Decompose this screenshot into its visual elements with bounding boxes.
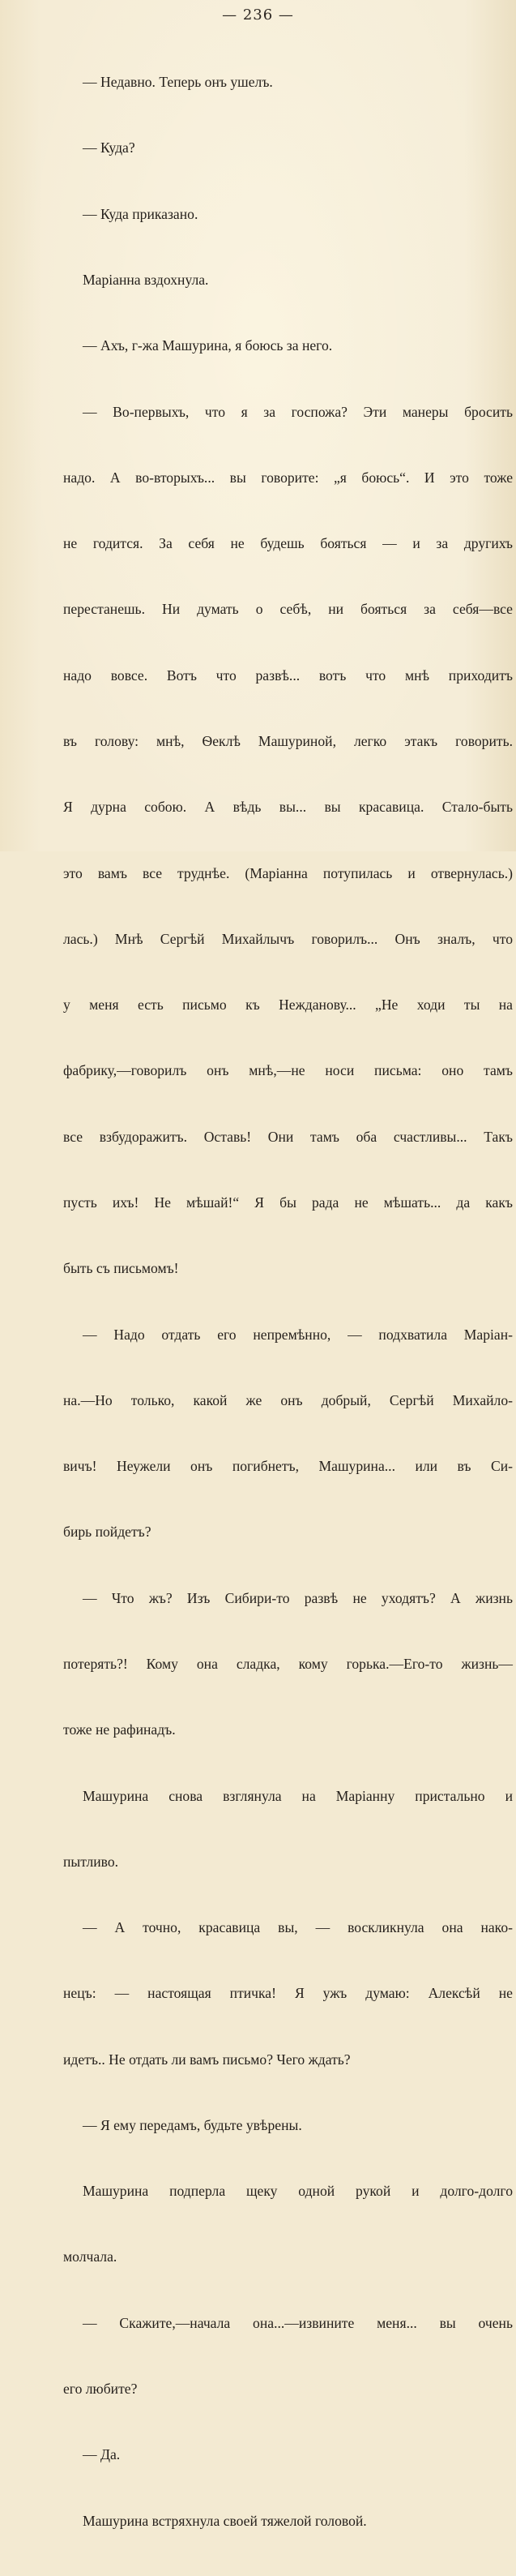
text-line: идетъ.. Не отдать ли вамъ письмо? Чего ждать?: [63, 2051, 351, 2068]
text-line: — Недавно. Теперь онъ ушелъ.: [83, 74, 273, 91]
text-line: тоже не рафинадъ.: [63, 1721, 176, 1738]
text-line: молчала.: [63, 2248, 117, 2265]
text-line: потерять?! Кому она сладка, кому горька.—Его-то жизнь—: [63, 1655, 513, 1672]
text-line: не годится. За себя не будешь бояться — и за другихъ: [63, 535, 513, 552]
text-line: пусть ихъ! Не мѣшай!“ Я бы рада не мѣшать... да какъ: [63, 1194, 513, 1211]
text-line: въ голову: мнѣ, Ѳеклѣ Машуриной, легко этакъ говорить.: [63, 733, 513, 749]
text-line: — Да.: [83, 2446, 121, 2463]
text-line: все взбудоражитъ. Оставь! Они тамъ оба счастливы... Такъ: [63, 1128, 513, 1145]
text-line: Машурина подперла щеку одной рукой и долго-долго: [83, 2183, 513, 2200]
text-line: Я дурна собою. А вѣдь вы... вы красавица. Стало-быть: [63, 799, 513, 816]
text-line: — Куда приказано.: [83, 205, 198, 222]
text-line: Машурина снова взглянула на Маріанну пристально и: [83, 1787, 513, 1804]
text-line: это вамъ все труднѣе. (Маріанна потупилась и отвернулась.): [63, 864, 513, 881]
text-line: у меня есть письмо къ Нежданову... „Не ходи ты на: [63, 997, 513, 1014]
text-line: — Я ему передамъ, будьте увѣрены.: [83, 2116, 302, 2133]
text-line: нецъ: — настоящая птичка! Я ужъ думаю: Алексѣй не: [63, 1985, 513, 2002]
text-line: надо вовсе. Вотъ что развѣ... вотъ что мнѣ приходитъ: [63, 667, 513, 684]
text-line: лась.) Мнѣ Сергѣй Михайлычъ говорилъ... Онъ зналъ, что: [63, 930, 513, 947]
text-line: надо. А во-вторыхъ... вы говорите: „я боюсь“. И это тоже: [63, 469, 513, 486]
text-line: пытливо.: [63, 1853, 119, 1870]
text-line: на.—Но только, какой же онъ добрый, Сергѣй Михайло-: [63, 1391, 513, 1408]
text-line: бирь пойдетъ?: [63, 1524, 151, 1541]
text-line: — Что жъ? Изъ Сибири-то развѣ не уходятъ? А жизнь: [83, 1589, 513, 1606]
page-text: [63, 28, 513, 2576]
text-line: — Во-первыхъ, что я за госпожа? Эти манеры бросить: [83, 403, 513, 420]
text-line: перестанешь. Ни думать о себѣ, ни бояться за себя—все: [63, 601, 513, 618]
text-line: его любите?: [63, 2381, 138, 2398]
text-line: — Надо отдать его непремѣнно, — подхватила Маріан-: [83, 1326, 513, 1343]
text-line: — Куда?: [83, 139, 135, 156]
text-line: вичъ! Неужели онъ погибнетъ, Машурина... или въ Си-: [63, 1458, 513, 1475]
text-line: Маріанна вздохнула.: [83, 272, 209, 289]
page-number: — 236 —: [222, 6, 294, 24]
text-line: — Ахъ, г-жа Машурина, я боюсь за него.: [83, 337, 333, 354]
text-line: быть съ письмомъ!: [63, 1260, 179, 1277]
text-line: — А точно, красавица вы, — воскликнула она нако-: [83, 1919, 513, 1936]
text-line: — Скажите,—начала она...—извините меня... вы очень: [83, 2314, 513, 2331]
text-line: фабрику,—говорилъ онъ мнѣ,—не носи письма: оно тамъ: [63, 1062, 513, 1079]
text-line: Машурина встряхнула своей тяжелой головой.: [83, 2512, 367, 2529]
